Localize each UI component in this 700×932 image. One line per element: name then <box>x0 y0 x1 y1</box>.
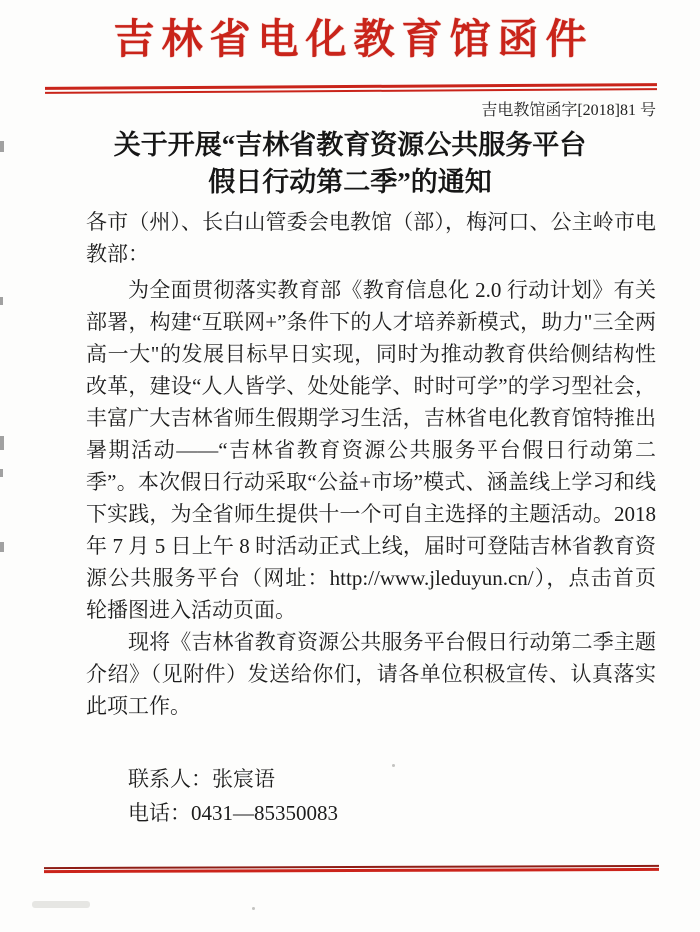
scan-artifact <box>252 907 255 910</box>
scan-artifact <box>392 764 395 767</box>
body-paragraph-2: 现将《吉林省教育资源公共服务平台假日行动第二季主题介绍》（见附件）发送给你们，请各单位积极宣传、认真落实此项工作。 <box>86 630 656 718</box>
scan-artifact <box>32 901 90 908</box>
doc-number: 吉电教馆函字[2018]81 号 <box>481 102 656 119</box>
contact-phone-label: 电话： <box>128 801 191 825</box>
contact-person-label: 联系人： <box>128 767 212 791</box>
scan-artifact <box>0 436 4 450</box>
contact-phone-number: 0431—85350083 <box>191 801 338 825</box>
scan-artifact <box>0 542 4 552</box>
header-rule <box>45 83 657 94</box>
salutation: 各市（州）、长白山管委会电教馆（部），梅河口、公主岭市电教部： <box>86 210 656 266</box>
scan-artifact <box>0 297 3 305</box>
notice-title-line-1: 关于开展“吉林省教育资源公共服务平台 <box>113 130 587 160</box>
body-paragraph-1: 为全面贯彻落实教育部《教育信息化 2.0 行动计划》有关部署，构建“互联网+”条件下的人才培养新模式，助力"三全两高一大"的发展目标早日实现，同时为推动教育供给侧结构性改革，建设“人人皆学、处处能学、时时可学”的学习型社会，丰富广大吉林省师生假期学习生活，吉林省电化教育馆特推出暑期活动——“吉林省教育资源公共服务平台假日行动第二季”。本次假日行动采取“公益+市场”模式、涵盖线上学习和线下实践，为全省师生提供十一个可自主选择的主题活动。2018 年 7 月 5 日上午 8 时活动正式上线，届时可登陆吉林省教育资源公共服务平台（网址：http://www.jleduyun.cn/），点击首页轮播图进入活动页面。 <box>86 278 656 622</box>
notice-title-line-2: 假日行动第二季”的通知 <box>208 167 492 197</box>
scan-artifact <box>0 141 4 152</box>
scan-artifact <box>0 469 3 477</box>
footer-rule <box>44 865 659 873</box>
letterhead-title: 吉林省电化教育馆函件 <box>113 16 594 62</box>
contact-person-line <box>128 762 656 796</box>
notice-title <box>0 127 700 201</box>
contact-phone-line <box>128 796 656 830</box>
contact-person-name: 张宸语 <box>212 767 275 791</box>
letter-body <box>86 206 656 830</box>
contact-block <box>86 762 656 830</box>
